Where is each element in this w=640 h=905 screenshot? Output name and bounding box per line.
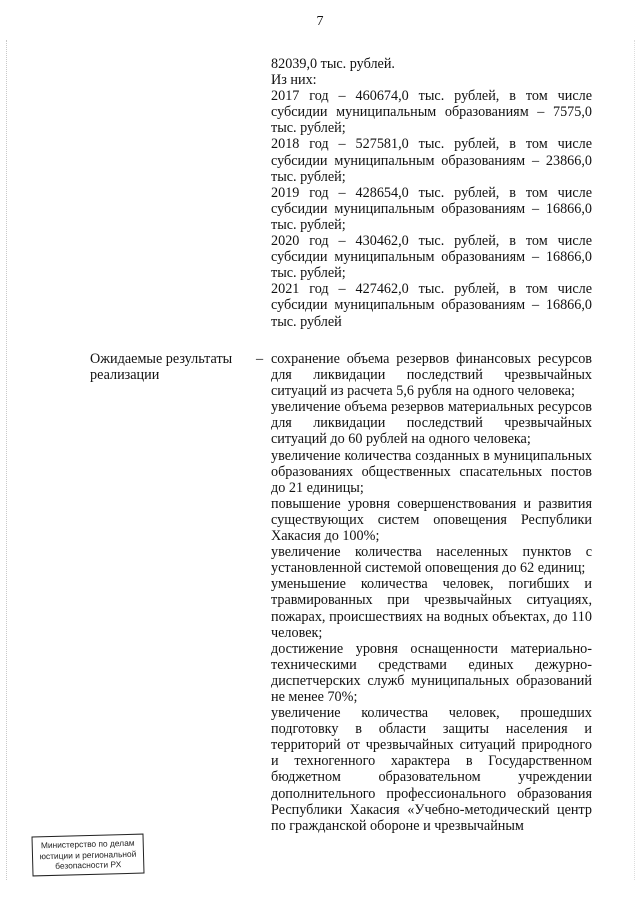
funding-line-2021: 2021 год – 427462,0 тыс. рублей, в том числе субсидии муниципальным образованиям – 16866,0 тыс. рублей [271,281,592,330]
page-number: 7 [316,14,324,29]
funding-line: 82039,0 тыс. рублей. [271,56,395,72]
result-item: уменьшение количества человек, погибших и травмированных при чрезвычайных ситуациях, пожарах, происшествиях на водных объектах, до 110 человек; [271,576,592,641]
funding-line-2018: 2018 год – 527581,0 тыс. рублей, в том числе субсидии муниципальным образованиям – 23866,0 тыс. рублей; [271,136,592,185]
funding-line-2017: 2017 год – 460674,0 тыс. рублей, в том числе субсидии муниципальным образованиям – 7575,0 тыс. рублей; [271,88,592,137]
result-item: достижение уровня оснащенности материально-техническими средствами единых дежурно-диспетчерских служб муниципальных образований не менее 70%; [271,640,592,705]
right-margin-dots [634,40,636,880]
funding-line: Из них: [271,72,317,89]
result-item: увеличение количества населенных пунктов с установленной системой оповещения до 62 единиц; [271,544,592,577]
result-item: увеличение объема резервов материальных ресурсов для ликвидации последствий чрезвычайных ситуаций до 60 рублей на одного человека; [271,399,592,448]
result-item: увеличение количества человек, прошедших подготовку в области защиты населения и территорий от чрезвычайных ситуаций природного и техногенного характера в Государственном бюджетном образовательном учреждении дополнительного профессионального образования Республики Хакасия «Учебно-методический центр по гражданской обороне и чрезвычайным [271,705,592,834]
left-margin-dots [6,40,8,880]
results-dash: – [256,351,264,367]
result-item: повышение уровня совершенствования и развития существующих систем оповещения Республики Хакасия до 100%; [271,495,592,545]
stamp-line: юстиции и региональной [39,848,137,861]
funding-line-2019: 2019 год – 428654,0 тыс. рублей, в том числе субсидии муниципальным образованиям – 16866,0 тыс. рублей; [271,184,592,233]
results-label: Ожидаемые результаты реализации [90,351,233,384]
result-item: сохранение объема резервов финансовых ресурсов для ликвидации последствий чрезвычайных ситуаций из расчета 5,6 рубля на одного человека; [271,351,592,400]
results-list [271,351,592,834]
result-item: увеличение количества созданных в муниципальных образованиях общественных спасательных постов до 21 единицы; [271,447,592,496]
funding-block [271,56,592,330]
stamp-line: безопасности РХ [55,859,122,871]
ministry-stamp [31,834,144,877]
funding-line-2020: 2020 год – 430462,0 тыс. рублей, в том числе субсидии муниципальным образованиям – 16866,0 тыс. рублей; [271,233,592,282]
stamp-line: Министерство по делам [40,837,135,851]
